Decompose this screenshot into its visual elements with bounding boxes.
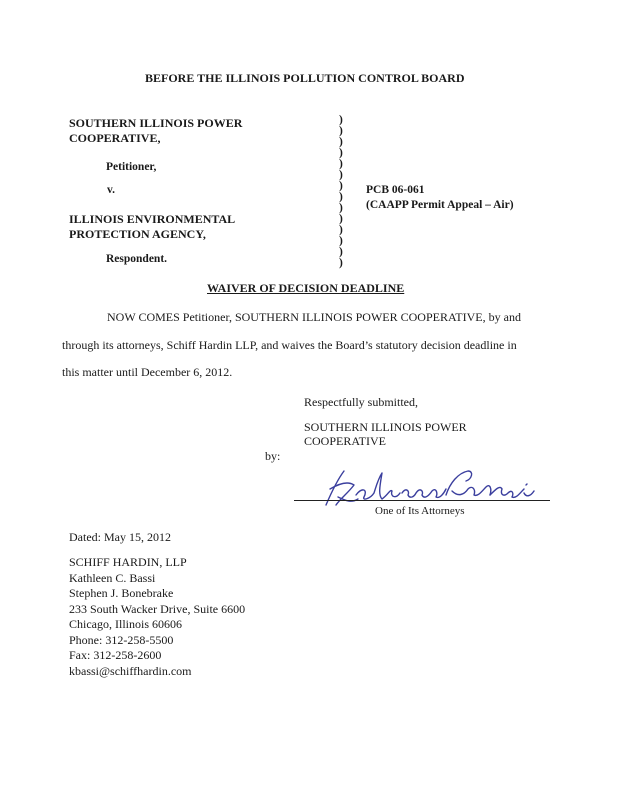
signing-org-line1: SOUTHERN ILLINOIS POWER [304,420,467,434]
body-text-line3: this matter until December 6, 2012. [62,365,233,379]
email-address: kbassi@schiffhardin.com [69,663,192,678]
city-state-zip: Chicago, Illinois 60606 [69,617,182,631]
closing-text: Respectfully submitted, [304,395,418,409]
caption-paren: ) [339,136,343,148]
case-type: (CAAPP Permit Appeal – Air) [366,199,514,211]
caption-paren: ) [339,180,343,192]
caption-paren: ) [339,158,343,170]
caption-paren: ) [339,224,343,236]
versus-label: v. [107,184,115,196]
body-text-line2: through its attorneys, Schiff Hardin LLP, and waives the Board’s statutory decision deadline in [62,338,517,352]
attorney-name: Stephen J. Bonebrake [69,586,174,600]
board-title: BEFORE THE ILLINOIS POLLUTION CONTROL BOARD [145,71,465,85]
caption-paren: ) [339,191,343,203]
caption-paren: ) [339,125,343,137]
respondent-name-line2: PROTECTION AGENCY, [69,227,206,241]
document-heading: WAIVER OF DECISION DEADLINE [207,281,405,295]
caption-paren: ) [339,213,343,225]
caption-paren: ) [339,147,343,159]
attorney-name: Kathleen C. Bassi [69,570,156,585]
street-address: 233 South Wacker Drive, Suite 6600 [69,601,246,616]
firm-name: SCHIFF HARDIN, LLP [69,555,187,569]
respondent-name-line1: ILLINOIS ENVIRONMENTAL [69,212,236,226]
caption-paren: ) [339,169,343,181]
petitioner-name-line1: SOUTHERN ILLINOIS POWER [69,116,243,130]
caption-paren: ) [339,114,343,126]
signer-caption: One of Its Attorneys [375,505,465,517]
caption-paren: ) [339,202,343,214]
signing-org-line2: COOPERATIVE [304,434,387,448]
respondent-role: Respondent. [106,253,168,265]
fax-number: Fax: 312-258-2600 [69,648,162,662]
case-number: PCB 06-061 [366,184,425,196]
caption-paren: ) [339,257,343,269]
signature-line [294,500,550,501]
caption-paren-column [339,115,343,269]
dated-line: Dated: May 15, 2012 [69,530,171,544]
petitioner-name-line2: COOPERATIVE, [69,131,161,145]
by-label: by: [265,449,281,463]
body-text-line1: NOW COMES Petitioner, SOUTHERN ILLINOIS POWER COOPERATIVE, by and [107,310,521,324]
petitioner-role: Petitioner, [106,161,157,173]
firm-address-block [69,555,245,679]
caption-paren: ) [339,246,343,258]
caption-paren: ) [339,235,343,247]
phone-number: Phone: 312-258-5500 [69,632,174,647]
